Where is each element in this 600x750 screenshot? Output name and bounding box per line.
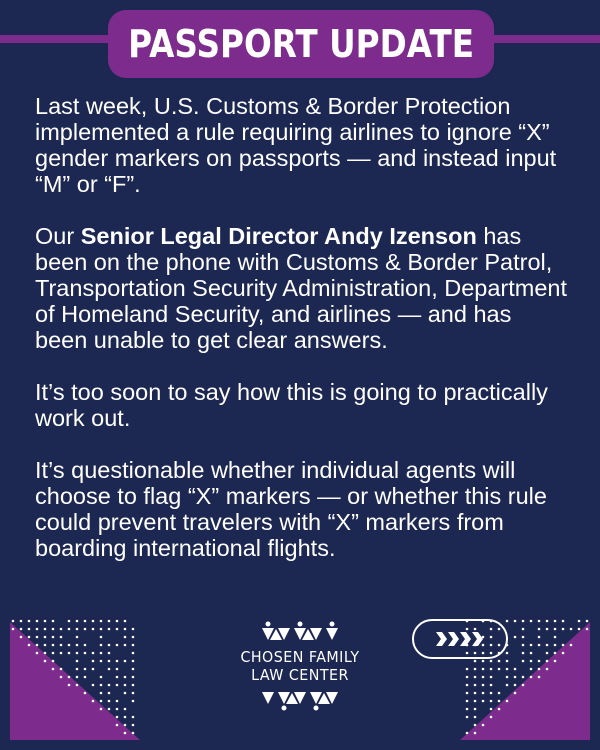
logo-text-line-1: CHOSEN FAMILY	[240, 648, 360, 666]
paragraph-4: It’s questionable whether individual agents will choose to flag “X” markers — or whether this rule could prevent travelers with “X” markers from boarding international flights.	[35, 457, 547, 561]
logo-bottom-mark-icon	[260, 690, 340, 712]
logo-text-line-2: LAW CENTER	[251, 666, 349, 684]
organization-logo	[220, 620, 380, 732]
header-banner	[108, 10, 494, 78]
article-body	[35, 93, 570, 587]
paragraph-3: It’s too soon to say how this is going to practically work out.	[35, 379, 548, 431]
chevrons-right-icon	[435, 631, 485, 647]
next-slide-button[interactable]	[412, 619, 508, 659]
paragraph-2	[35, 223, 570, 353]
dot-pattern-left	[10, 618, 142, 738]
paragraph-1: Last week, U.S. Customs & Border Protection implemented a rule requiring airlines to ignore “X” gender markers on passports — and instead input “M” or “F”.	[35, 93, 557, 197]
paragraph-2-bold: Senior Legal Director Andy Izenson	[80, 223, 477, 249]
page-title: PASSPORT UPDATE	[128, 22, 474, 66]
logo-top-mark-icon	[260, 620, 340, 642]
paragraph-2-prefix: Our	[35, 223, 81, 249]
paragraph-2-suffix: has been on the phone with Customs & Border Patrol, Transportation Security Administration, Department of Homeland Security, and airlines — and has been unable to get clear answers.	[35, 223, 568, 353]
